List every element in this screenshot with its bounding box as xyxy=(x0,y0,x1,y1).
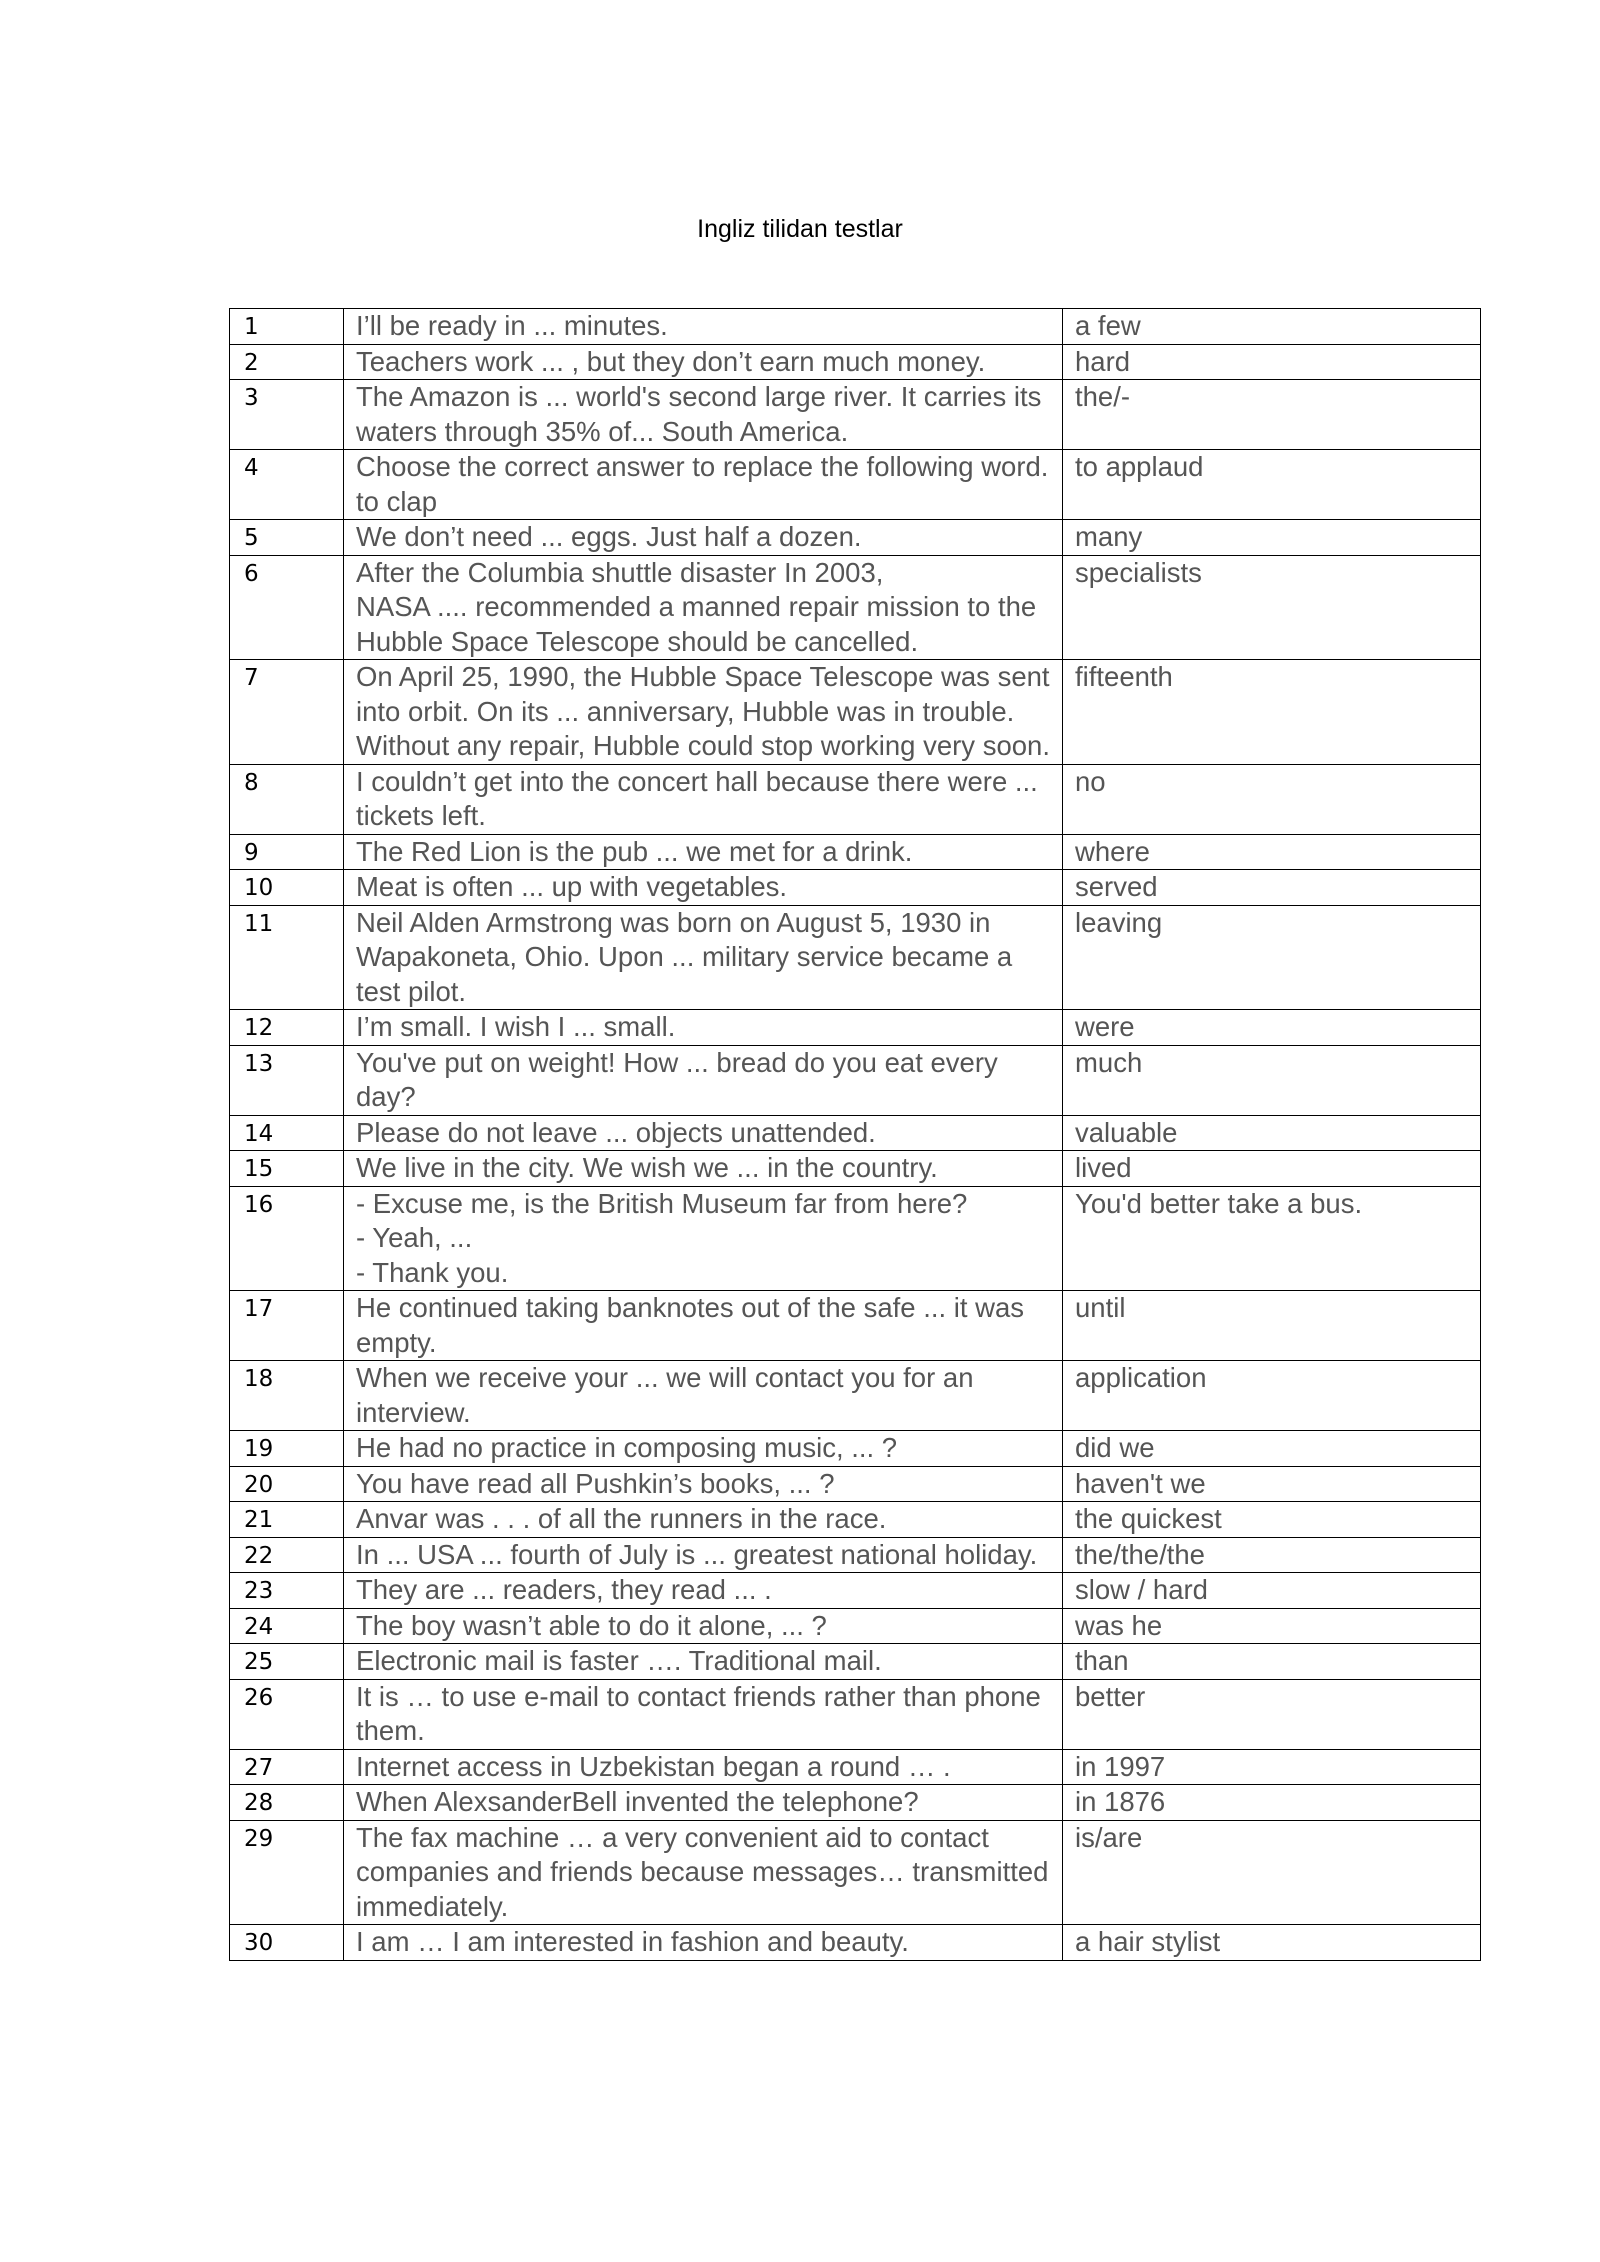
table-row xyxy=(230,834,1481,870)
question-text: - Excuse me, is the British Museum far from here? - Yeah, ... - Thank you. xyxy=(344,1186,1063,1291)
question-number: 3 xyxy=(230,380,344,450)
question-number: 17 xyxy=(230,1291,344,1361)
answer-text: fifteenth xyxy=(1063,660,1481,765)
table-row xyxy=(230,870,1481,906)
table-row xyxy=(230,1679,1481,1749)
question-text: You've put on weight! How ... bread do you eat every day? xyxy=(344,1045,1063,1115)
answer-text: much xyxy=(1063,1045,1481,1115)
question-text: The Red Lion is the pub ... we met for a drink. xyxy=(344,834,1063,870)
question-text: Electronic mail is faster …. Traditional mail. xyxy=(344,1644,1063,1680)
question-number: 1 xyxy=(230,309,344,345)
question-text: Internet access in Uzbekistan began a round … . xyxy=(344,1749,1063,1785)
table-row xyxy=(230,660,1481,765)
answer-text: haven't we xyxy=(1063,1466,1481,1502)
answer-text: slow / hard xyxy=(1063,1573,1481,1609)
question-number: 20 xyxy=(230,1466,344,1502)
answer-text: leaving xyxy=(1063,905,1481,1010)
table-row xyxy=(230,1820,1481,1925)
answer-text: lived xyxy=(1063,1151,1481,1187)
question-number: 8 xyxy=(230,764,344,834)
answer-text: the/- xyxy=(1063,380,1481,450)
question-number: 21 xyxy=(230,1502,344,1538)
table-row xyxy=(230,1925,1481,1961)
question-text: I couldn’t get into the concert hall because there were ... tickets left. xyxy=(344,764,1063,834)
question-number: 25 xyxy=(230,1644,344,1680)
question-text: They are ... readers, they read ... . xyxy=(344,1573,1063,1609)
question-text: The boy wasn’t able to do it alone, ... ? xyxy=(344,1608,1063,1644)
answer-text: was he xyxy=(1063,1608,1481,1644)
table-row xyxy=(230,1045,1481,1115)
question-text: Anvar was . . . of all the runners in the race. xyxy=(344,1502,1063,1538)
table-row xyxy=(230,1785,1481,1821)
question-text: The fax machine … a very convenient aid to contact companies and friends because messages… transmitted immediately. xyxy=(344,1820,1063,1925)
question-number: 23 xyxy=(230,1573,344,1609)
table-row xyxy=(230,1466,1481,1502)
question-number: 4 xyxy=(230,450,344,520)
table-row xyxy=(230,764,1481,834)
question-text: I am … I am interested in fashion and beauty. xyxy=(344,1925,1063,1961)
table-row xyxy=(230,1537,1481,1573)
table-row xyxy=(230,450,1481,520)
answer-text: hard xyxy=(1063,344,1481,380)
answer-text: valuable xyxy=(1063,1115,1481,1151)
question-text: I’ll be ready in ... minutes. xyxy=(344,309,1063,345)
answer-text: to applaud xyxy=(1063,450,1481,520)
table-row xyxy=(230,1186,1481,1291)
table-row xyxy=(230,1608,1481,1644)
answer-text: no xyxy=(1063,764,1481,834)
test-table-body xyxy=(230,309,1481,1961)
question-number: 18 xyxy=(230,1361,344,1431)
table-row xyxy=(230,344,1481,380)
question-number: 2 xyxy=(230,344,344,380)
answer-text: a hair stylist xyxy=(1063,1925,1481,1961)
question-text: After the Columbia shuttle disaster In 2003, NASA .... recommended a manned repair mission to the Hubble Space Telescope should be cancelled. xyxy=(344,555,1063,660)
question-text: I’m small. I wish I ... small. xyxy=(344,1010,1063,1046)
table-row xyxy=(230,905,1481,1010)
table-row xyxy=(230,1749,1481,1785)
answer-text: You'd better take a bus. xyxy=(1063,1186,1481,1291)
question-text: When AlexsanderBell invented the telephone? xyxy=(344,1785,1063,1821)
question-number: 16 xyxy=(230,1186,344,1291)
question-number: 24 xyxy=(230,1608,344,1644)
question-text: He continued taking banknotes out of the safe ... it was empty. xyxy=(344,1291,1063,1361)
table-row xyxy=(230,309,1481,345)
table-row xyxy=(230,380,1481,450)
answer-text: than xyxy=(1063,1644,1481,1680)
question-number: 19 xyxy=(230,1431,344,1467)
question-text: He had no practice in composing music, ... ? xyxy=(344,1431,1063,1467)
question-number: 9 xyxy=(230,834,344,870)
answer-text: many xyxy=(1063,520,1481,556)
question-number: 7 xyxy=(230,660,344,765)
question-text: You have read all Pushkin’s books, ... ? xyxy=(344,1466,1063,1502)
answer-text: is/are xyxy=(1063,1820,1481,1925)
question-text: In ... USA ... fourth of July is ... greatest national holiday. xyxy=(344,1537,1063,1573)
answer-text: where xyxy=(1063,834,1481,870)
table-row xyxy=(230,1431,1481,1467)
question-number: 28 xyxy=(230,1785,344,1821)
answer-text: did we xyxy=(1063,1431,1481,1467)
table-row xyxy=(230,1573,1481,1609)
answer-text: the quickest xyxy=(1063,1502,1481,1538)
test-table xyxy=(229,308,1481,1961)
table-row xyxy=(230,1115,1481,1151)
table-row xyxy=(230,1644,1481,1680)
question-text: The Amazon is ... world's second large river. It carries its waters through 35% of... South America. xyxy=(344,380,1063,450)
question-text: When we receive your ... we will contact you for an interview. xyxy=(344,1361,1063,1431)
answer-text: specialists xyxy=(1063,555,1481,660)
question-number: 27 xyxy=(230,1749,344,1785)
question-text: Teachers work ... , but they don’t earn much money. xyxy=(344,344,1063,380)
answer-text: until xyxy=(1063,1291,1481,1361)
table-row xyxy=(230,1010,1481,1046)
question-text: On April 25, 1990, the Hubble Space Telescope was sent into orbit. On its ... anniversary, Hubble was in trouble. Without any repair, Hubble could stop working very soon. xyxy=(344,660,1063,765)
question-text: Meat is often ... up with vegetables. xyxy=(344,870,1063,906)
answer-text: were xyxy=(1063,1010,1481,1046)
answer-text: in 1876 xyxy=(1063,1785,1481,1821)
question-number: 30 xyxy=(230,1925,344,1961)
table-row xyxy=(230,520,1481,556)
answer-text: served xyxy=(1063,870,1481,906)
question-number: 10 xyxy=(230,870,344,906)
question-text: We don’t need ... eggs. Just half a dozen. xyxy=(344,520,1063,556)
table-row xyxy=(230,1361,1481,1431)
answer-text: application xyxy=(1063,1361,1481,1431)
question-text: Please do not leave ... objects unattended. xyxy=(344,1115,1063,1151)
question-number: 13 xyxy=(230,1045,344,1115)
question-number: 6 xyxy=(230,555,344,660)
question-number: 12 xyxy=(230,1010,344,1046)
table-row xyxy=(230,555,1481,660)
table-row xyxy=(230,1151,1481,1187)
question-number: 15 xyxy=(230,1151,344,1187)
answer-text: in 1997 xyxy=(1063,1749,1481,1785)
question-number: 29 xyxy=(230,1820,344,1925)
question-text: Choose the correct answer to replace the following word. to clap xyxy=(344,450,1063,520)
page-title: Ingliz tilidan testlar xyxy=(697,215,903,243)
answer-text: better xyxy=(1063,1679,1481,1749)
answer-text: the/the/the xyxy=(1063,1537,1481,1573)
question-number: 22 xyxy=(230,1537,344,1573)
question-text: We live in the city. We wish we ... in the country. xyxy=(344,1151,1063,1187)
table-row xyxy=(230,1291,1481,1361)
question-number: 26 xyxy=(230,1679,344,1749)
question-number: 11 xyxy=(230,905,344,1010)
answer-text: a few xyxy=(1063,309,1481,345)
question-number: 5 xyxy=(230,520,344,556)
question-number: 14 xyxy=(230,1115,344,1151)
question-text: Neil Alden Armstrong was born on August 5, 1930 in Wapakoneta, Ohio. Upon ... military service became a test pilot. xyxy=(344,905,1063,1010)
question-text: It is … to use e-mail to contact friends rather than phone them. xyxy=(344,1679,1063,1749)
table-row xyxy=(230,1502,1481,1538)
